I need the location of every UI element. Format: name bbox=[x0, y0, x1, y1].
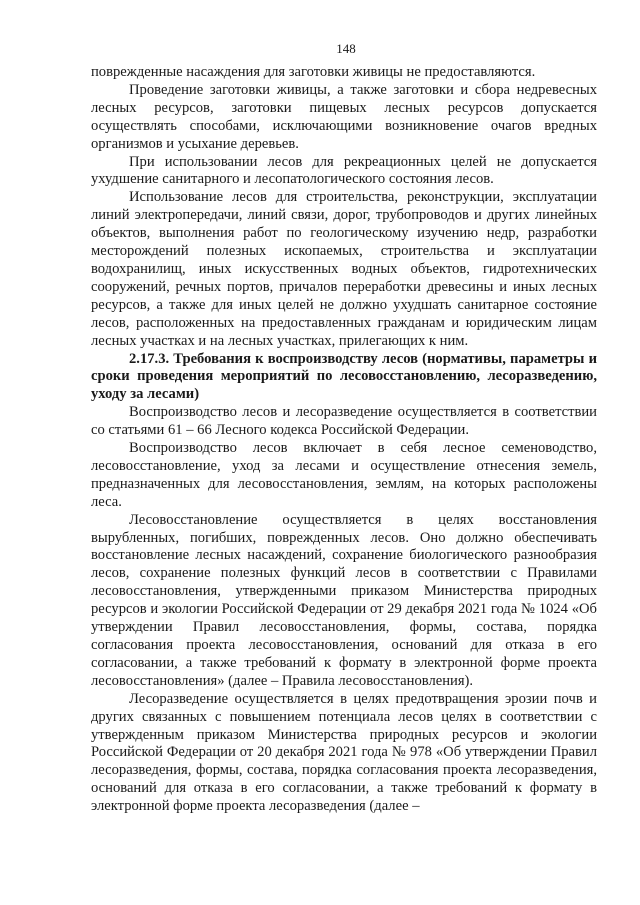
page-number: 148 bbox=[336, 41, 356, 56]
paragraph: Проведение заготовки живицы, а также заготовки и сбора недревесных лесных ресурсов, заготовки пищевых лесных ресурсов допускается осуществлять способами, исключающими возникновение очагов вредных организмов и усыхание деревьев. bbox=[91, 81, 597, 152]
paragraph: Воспроизводство лесов включает в себя лесное семеноводство, лесовосстановление, уход за лесами и осуществление отнесения земель, предназначенных для лесовосстановления, землям, на которых расположены леса. bbox=[91, 440, 597, 510]
paragraph: Использование лесов для строительства, реконструкции, эксплуатации линий электропередачи, линий связи, дорог, трубопроводов и других линейных объектов, выполнения работ по геологическому изучению недр, разработки месторождений полезных ископаемых, строительства и эксплуатации водохранилищ, иных искусственных водных объектов, гидротехнических сооружений, речных портов, причалов переработки древесины и иных лесных ресурсов, а также для иных целей не должно ухудшать санитарное состояние лесов, расположенных на предоставленных гражданам и юридическим лицам лесных участках и на лесных участках, прилегающих к ним. bbox=[91, 189, 597, 349]
section-heading: 2.17.3. Требования к воспроизводству лесов (нормативы, параметры и сроки проведения мероприятий по лесовосстановлению, лесоразведению, уходу за лесами) bbox=[91, 350, 597, 403]
paragraphs-after-heading bbox=[91, 404, 597, 816]
document-page bbox=[91, 0, 597, 816]
paragraph: Воспроизводство лесов и лесоразведение осуществляется в соответствии со статьями 61 – 66 Лесного кодекса Российской Федерации. bbox=[91, 404, 597, 439]
paragraphs-before-heading bbox=[91, 64, 597, 351]
document-body bbox=[91, 64, 597, 816]
paragraph: Лесовосстановление осуществляется в целях восстановления вырубленных, погибших, поврежденных лесов. Оно должно обеспечивать восстановление лесных насаждений, сохранение биологического разнообразия лесов, сохранение полезных функций лесов в соответствии с Правилами лесовосстановления, утвержденными приказом Министерства природных ресурсов и экологии Российской Федерации от 29 декабря 2021 года № 1024 «Об утверждении Правил лесовосстановления, формы, состава, порядка согласования проекта лесовосстановления, оснований для отказа в его согласовании, а также требований к формату в электронной форме проекта лесовосстановления» (далее – Правила лесовосстановления). bbox=[91, 511, 597, 689]
paragraph: поврежденные насаждения для заготовки живицы не предоставляются. bbox=[91, 64, 536, 80]
paragraph: Лесоразведение осуществляется в целях предотвращения эрозии почв и других связанных с повышением потенциала лесов целях в соответствии с утвержденным приказом Министерства природных ресурсов и экологии Российской Федерации от 20 декабря 2021 года № 978 «Об утверждении Правил лесоразведения, формы, состава, порядка согласования проекта лесоразведения, оснований для отказа в его согласовании, а также требований к формату в электронной форме проекта лесоразведения (далее – bbox=[91, 690, 597, 815]
paragraph: При использовании лесов для рекреационных целей не допускается ухудшение санитарного и лесопатологического состояния лесов. bbox=[91, 153, 597, 188]
